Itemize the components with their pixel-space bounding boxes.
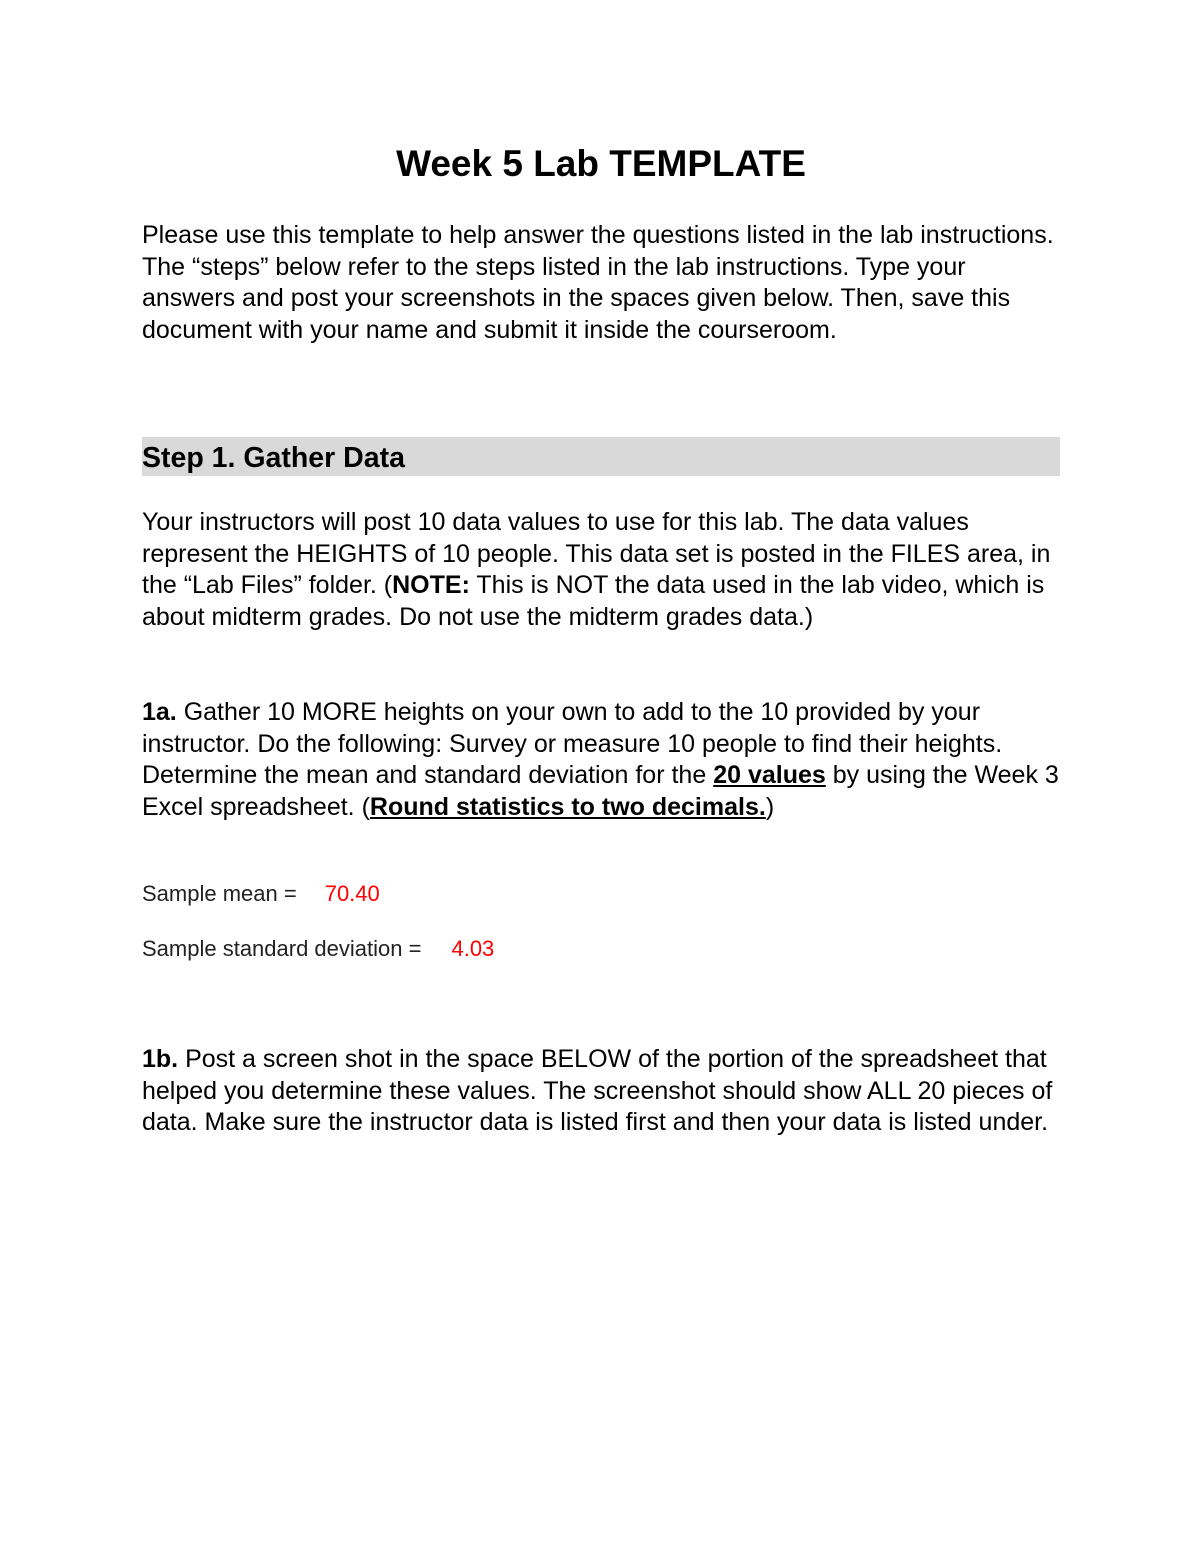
sample-mean-line: [142, 880, 380, 908]
sample-sd-value[interactable]: 4.03: [451, 936, 495, 961]
question-1a-text-1: Gather 10 MORE heights on your own to add to the 10 provided by your instructor. Do the following: Survey or measure 10 people to find their heights. Determine the mean and standard deviation for the: [142, 698, 1003, 789]
question-1b-text: Post a screen shot in the space BELOW of the portion of the spreadsheet that helped you determine these values. The screenshot should show ALL 20 pieces of data. Make sure the instructor data is listed first and then your data is listed under.: [142, 1045, 1053, 1136]
step-1-intro-text-1: Your instructors will post 10 data values to use for this lab. The data values represent the HEIGHTS of 10 people. This data set is posted in the FILES area, in the “Lab Files” folder. (: [142, 508, 1051, 599]
question-1b: [142, 1044, 1060, 1139]
sample-sd-line: [142, 935, 494, 963]
rounding-note: Round statistics to two decimals.: [369, 792, 766, 821]
question-1a-text-2: by using the Week 3 Excel spreadsheet. (: [142, 761, 1059, 821]
step-1-heading: Step 1. Gather Data: [142, 437, 1060, 476]
sample-mean-label: Sample mean =: [142, 881, 297, 906]
note-label: NOTE:: [392, 571, 470, 599]
question-1b-label: 1b.: [142, 1045, 179, 1073]
question-1a-label: 1a.: [142, 698, 177, 726]
document-title: Week 5 Lab TEMPLATE: [396, 143, 806, 184]
step-1-intro: [142, 507, 1060, 633]
intro-paragraph: Please use this template to help answer the questions listed in the lab instructions. The “steps” below refer to the steps listed in the lab instructions. Type your answers and post your screenshots in the spaces given below. Then, save this document with your name and submit it inside the courseroom.: [142, 221, 1054, 344]
step-1-intro-text-2: This is NOT the data used in the lab video, which is about midterm grades. Do not use the midterm grades data.): [142, 571, 1045, 631]
question-1a-text-3: ): [765, 792, 775, 821]
question-1a: [142, 697, 1060, 823]
sample-sd-label: Sample standard deviation =: [142, 936, 422, 961]
question-1a-emphasis: 20 values: [713, 761, 826, 789]
sample-mean-value[interactable]: 70.40: [324, 881, 380, 906]
